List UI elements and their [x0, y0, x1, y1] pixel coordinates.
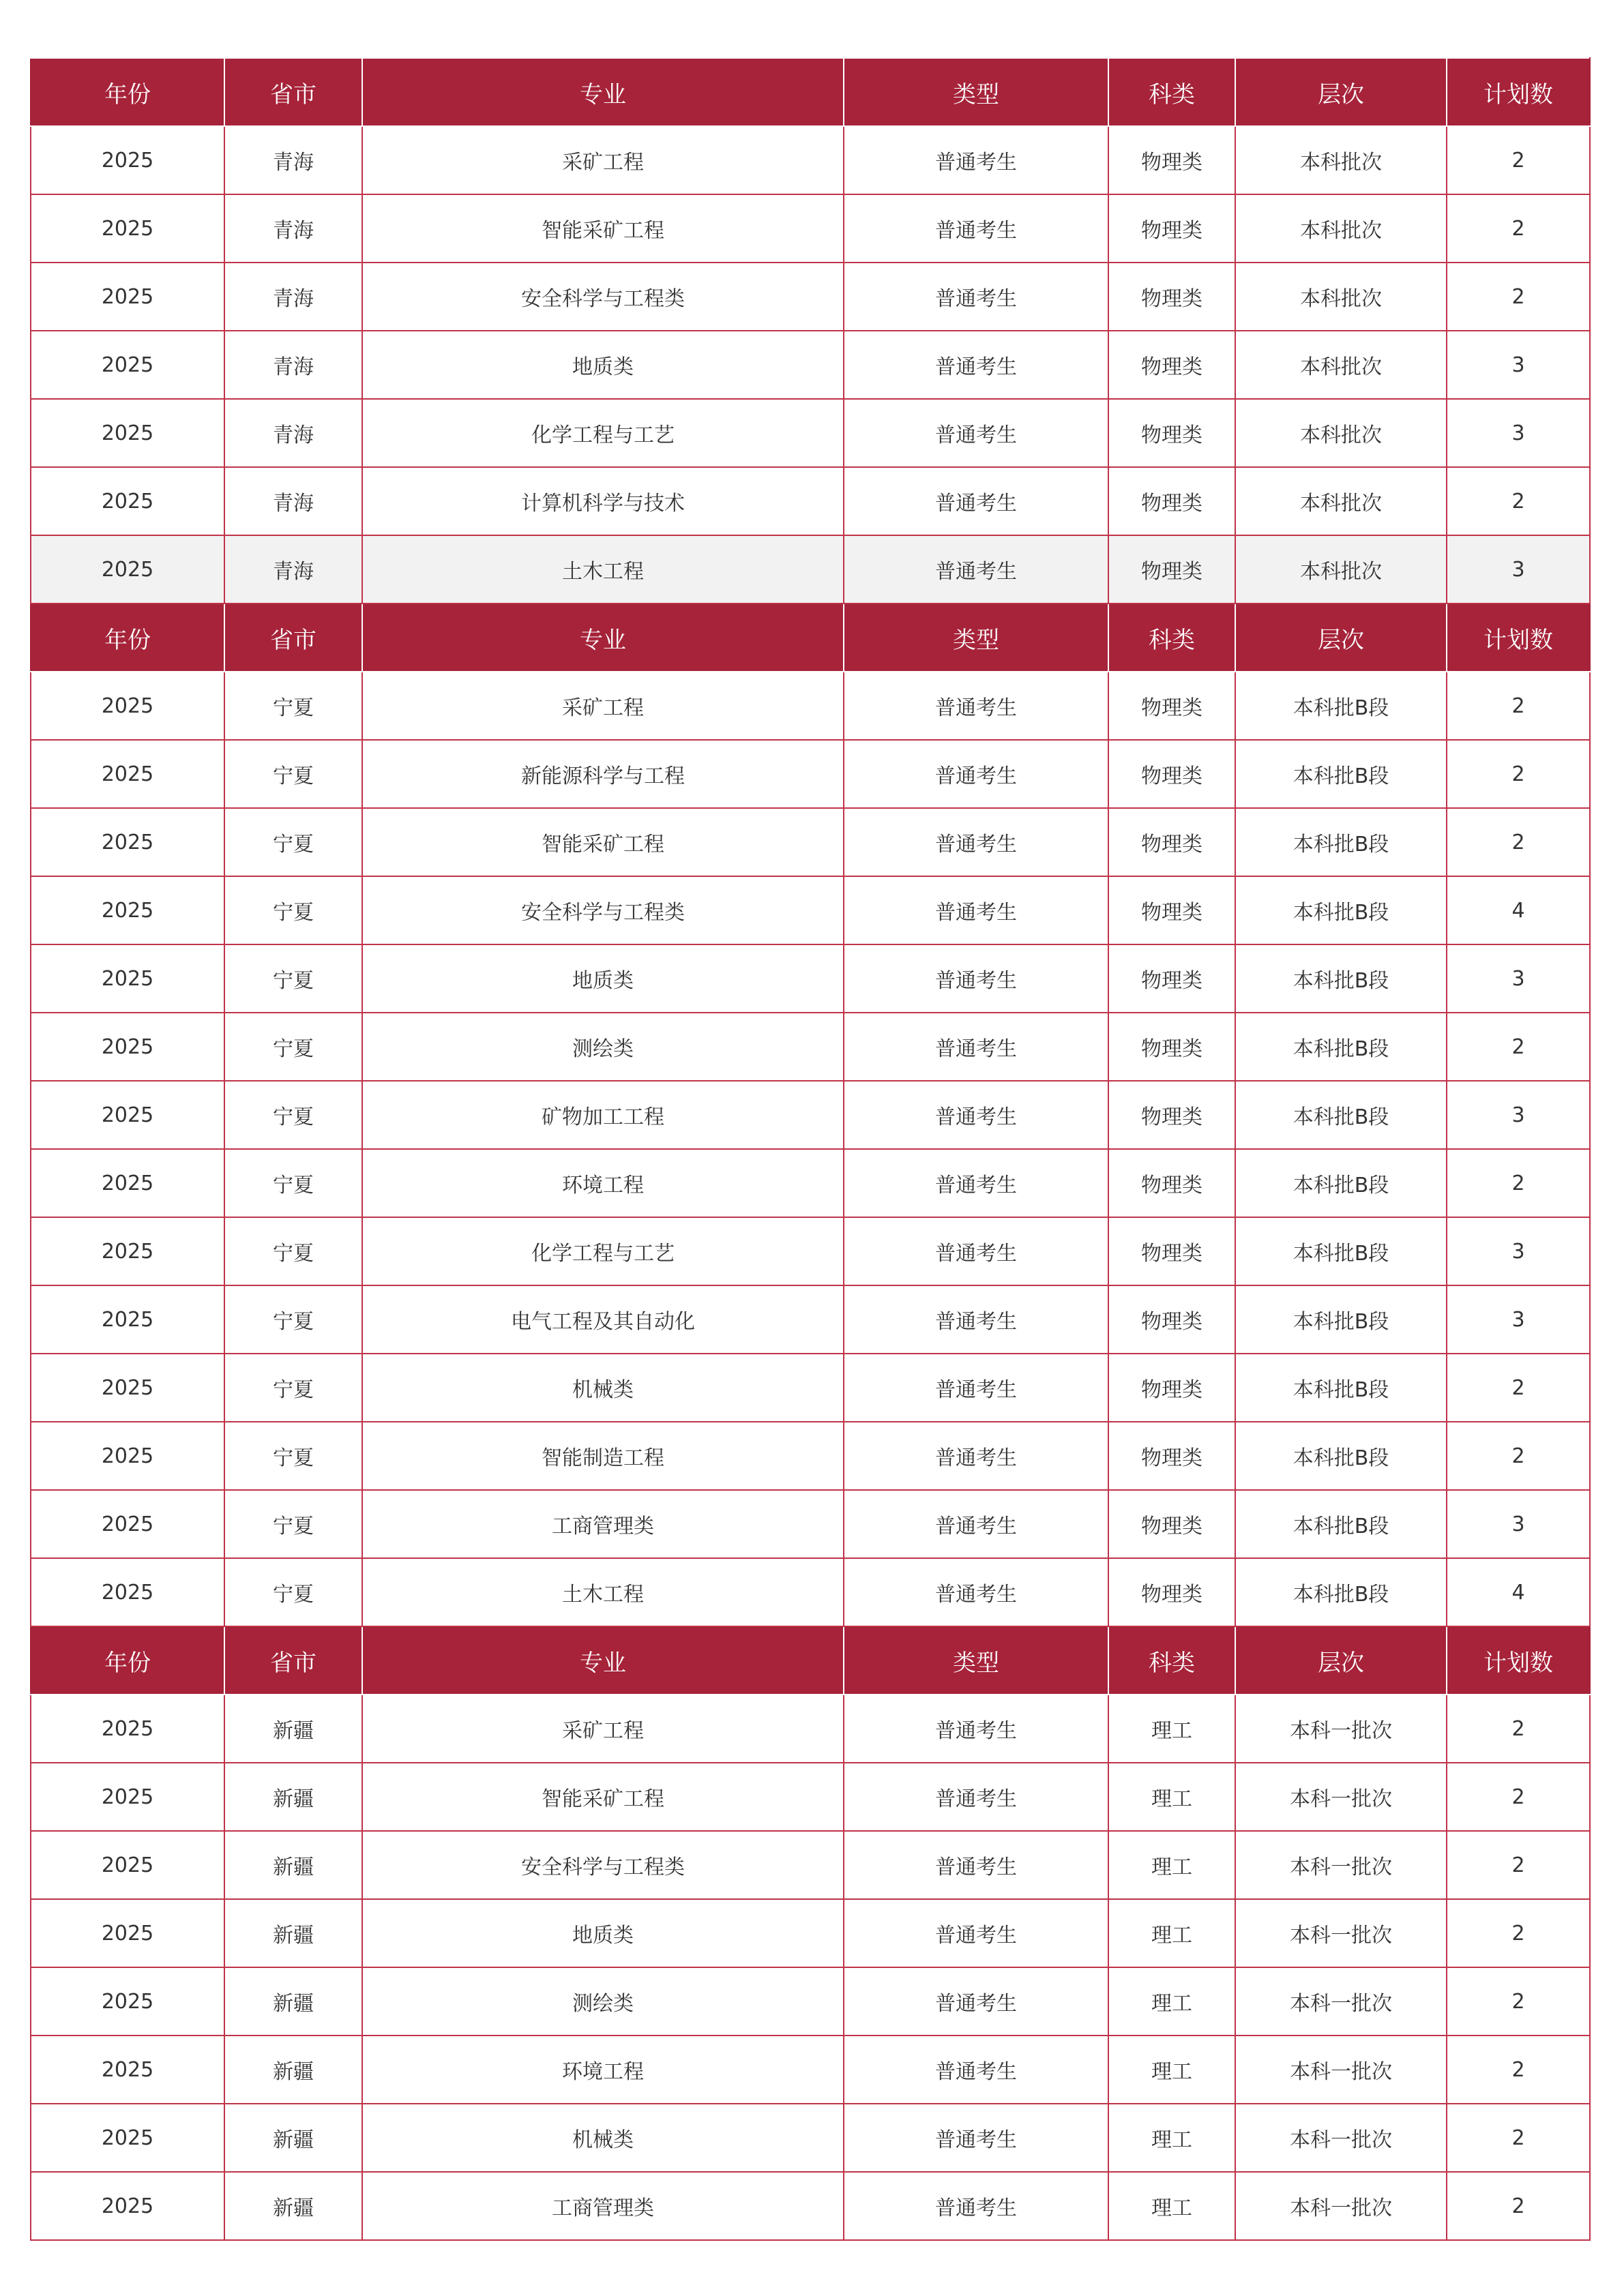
cell-subject: 物理类 — [1108, 126, 1235, 194]
cell-type: 普通考生 — [844, 1967, 1108, 2036]
table-row — [31, 535, 1590, 603]
cell-subject: 理工 — [1108, 2104, 1235, 2172]
cell-plan-count: 2 — [1447, 194, 1590, 263]
cell-level: 本科批次 — [1235, 535, 1447, 603]
cell-plan-count: 2 — [1447, 1831, 1590, 1899]
cell-year: 2025 — [31, 1967, 224, 2036]
cell-plan-count: 2 — [1447, 126, 1590, 194]
cell-year: 2025 — [31, 2172, 224, 2240]
column-header-subject: 科类 — [1108, 1626, 1235, 1695]
cell-level: 本科批B段 — [1235, 1490, 1447, 1558]
cell-major: 测绘类 — [362, 1967, 844, 2036]
cell-level: 本科批B段 — [1235, 1354, 1447, 1422]
cell-subject: 物理类 — [1108, 1354, 1235, 1422]
cell-level: 本科一批次 — [1235, 2104, 1447, 2172]
cell-subject: 物理类 — [1108, 672, 1235, 740]
cell-province: 宁夏 — [224, 672, 362, 740]
cell-subject: 物理类 — [1108, 263, 1235, 331]
cell-year: 2025 — [31, 2036, 224, 2104]
cell-subject: 理工 — [1108, 1899, 1235, 1967]
cell-province: 新疆 — [224, 1831, 362, 1899]
cell-year: 2025 — [31, 467, 224, 535]
cell-province: 宁夏 — [224, 1081, 362, 1149]
cell-type: 普通考生 — [844, 876, 1108, 944]
cell-province: 宁夏 — [224, 876, 362, 944]
cell-level: 本科批次 — [1235, 194, 1447, 263]
cell-subject: 物理类 — [1108, 331, 1235, 399]
cell-plan-count: 2 — [1447, 2172, 1590, 2240]
column-header-province: 省市 — [224, 58, 362, 126]
cell-province: 青海 — [224, 399, 362, 467]
table-row — [31, 672, 1590, 740]
cell-plan-count: 2 — [1447, 1763, 1590, 1831]
cell-level: 本科批B段 — [1235, 1558, 1447, 1626]
cell-subject: 物理类 — [1108, 1217, 1235, 1285]
cell-level: 本科批次 — [1235, 399, 1447, 467]
table-row — [31, 876, 1590, 944]
cell-type: 普通考生 — [844, 1899, 1108, 1967]
cell-year: 2025 — [31, 194, 224, 263]
column-header-level: 层次 — [1235, 603, 1447, 672]
cell-year: 2025 — [31, 535, 224, 603]
column-header-type: 类型 — [844, 603, 1108, 672]
cell-level: 本科一批次 — [1235, 2036, 1447, 2104]
table-row — [31, 1831, 1590, 1899]
cell-type: 普通考生 — [844, 944, 1108, 1013]
cell-subject: 理工 — [1108, 1831, 1235, 1899]
cell-subject: 物理类 — [1108, 944, 1235, 1013]
cell-year: 2025 — [31, 876, 224, 944]
column-header-subject: 科类 — [1108, 58, 1235, 126]
cell-major: 土木工程 — [362, 535, 844, 603]
cell-major: 安全科学与工程类 — [362, 263, 844, 331]
cell-level: 本科一批次 — [1235, 2172, 1447, 2240]
table-row — [31, 1149, 1590, 1217]
cell-year: 2025 — [31, 1831, 224, 1899]
cell-subject: 物理类 — [1108, 399, 1235, 467]
cell-plan-count: 2 — [1447, 1149, 1590, 1217]
cell-plan-count: 2 — [1447, 1695, 1590, 1763]
cell-plan-count: 2 — [1447, 467, 1590, 535]
cell-major: 环境工程 — [362, 2036, 844, 2104]
cell-subject: 物理类 — [1108, 194, 1235, 263]
cell-subject: 物理类 — [1108, 1149, 1235, 1217]
cell-major: 地质类 — [362, 1899, 844, 1967]
cell-major: 智能制造工程 — [362, 1422, 844, 1490]
cell-subject: 物理类 — [1108, 1490, 1235, 1558]
cell-year: 2025 — [31, 331, 224, 399]
column-header-plan-count: 计划数 — [1447, 603, 1590, 672]
cell-province: 新疆 — [224, 2172, 362, 2240]
table-row — [31, 331, 1590, 399]
column-header-subject: 科类 — [1108, 603, 1235, 672]
cell-major: 智能采矿工程 — [362, 808, 844, 876]
cell-year: 2025 — [31, 740, 224, 808]
cell-province: 青海 — [224, 126, 362, 194]
table-row — [31, 1354, 1590, 1422]
cell-type: 普通考生 — [844, 1354, 1108, 1422]
table-row — [31, 399, 1590, 467]
cell-year: 2025 — [31, 944, 224, 1013]
cell-subject: 物理类 — [1108, 535, 1235, 603]
cell-major: 安全科学与工程类 — [362, 876, 844, 944]
cell-type: 普通考生 — [844, 1831, 1108, 1899]
cell-level: 本科批次 — [1235, 467, 1447, 535]
cell-year: 2025 — [31, 1899, 224, 1967]
column-header-major: 专业 — [362, 1626, 844, 1695]
cell-year: 2025 — [31, 1695, 224, 1763]
cell-province: 宁夏 — [224, 740, 362, 808]
cell-type: 普通考生 — [844, 1422, 1108, 1490]
cell-plan-count: 3 — [1447, 1081, 1590, 1149]
cell-type: 普通考生 — [844, 1695, 1108, 1763]
cell-level: 本科批次 — [1235, 126, 1447, 194]
cell-type: 普通考生 — [844, 126, 1108, 194]
cell-type: 普通考生 — [844, 194, 1108, 263]
table-row — [31, 2172, 1590, 2240]
cell-subject: 理工 — [1108, 1763, 1235, 1831]
cell-level: 本科批B段 — [1235, 876, 1447, 944]
cell-type: 普通考生 — [844, 1013, 1108, 1081]
cell-major: 化学工程与工艺 — [362, 1217, 844, 1285]
table-row — [31, 1558, 1590, 1626]
cell-major: 安全科学与工程类 — [362, 1831, 844, 1899]
cell-province: 宁夏 — [224, 944, 362, 1013]
column-header-year: 年份 — [31, 58, 224, 126]
column-header-year: 年份 — [31, 603, 224, 672]
cell-type: 普通考生 — [844, 535, 1108, 603]
table-row — [31, 1899, 1590, 1967]
cell-major: 土木工程 — [362, 1558, 844, 1626]
cell-plan-count: 3 — [1447, 331, 1590, 399]
cell-subject: 物理类 — [1108, 1558, 1235, 1626]
table-row — [31, 1285, 1590, 1354]
cell-plan-count: 3 — [1447, 1490, 1590, 1558]
table-row — [31, 1695, 1590, 1763]
cell-level: 本科批B段 — [1235, 944, 1447, 1013]
cell-type: 普通考生 — [844, 1217, 1108, 1285]
table-row — [31, 1967, 1590, 2036]
cell-year: 2025 — [31, 1422, 224, 1490]
cell-level: 本科批B段 — [1235, 1149, 1447, 1217]
cell-type: 普通考生 — [844, 1490, 1108, 1558]
column-header-level: 层次 — [1235, 1626, 1447, 1695]
cell-year: 2025 — [31, 1285, 224, 1354]
cell-subject: 理工 — [1108, 1967, 1235, 2036]
cell-subject: 物理类 — [1108, 740, 1235, 808]
cell-subject: 物理类 — [1108, 1422, 1235, 1490]
cell-year: 2025 — [31, 1763, 224, 1831]
cell-major: 智能采矿工程 — [362, 1763, 844, 1831]
cell-year: 2025 — [31, 2104, 224, 2172]
cell-province: 宁夏 — [224, 1490, 362, 1558]
cell-level: 本科批B段 — [1235, 1217, 1447, 1285]
cell-plan-count: 2 — [1447, 808, 1590, 876]
cell-subject: 物理类 — [1108, 876, 1235, 944]
cell-subject: 理工 — [1108, 2036, 1235, 2104]
column-header-type: 类型 — [844, 1626, 1108, 1695]
cell-province: 宁夏 — [224, 808, 362, 876]
header-row — [31, 1626, 1590, 1695]
cell-province: 青海 — [224, 194, 362, 263]
cell-type: 普通考生 — [844, 2104, 1108, 2172]
cell-year: 2025 — [31, 808, 224, 876]
cell-province: 新疆 — [224, 2036, 362, 2104]
cell-major: 机械类 — [362, 2104, 844, 2172]
cell-subject: 物理类 — [1108, 467, 1235, 535]
table-row — [31, 1081, 1590, 1149]
table-row — [31, 1490, 1590, 1558]
cell-year: 2025 — [31, 1217, 224, 1285]
cell-major: 环境工程 — [362, 1149, 844, 1217]
cell-major: 采矿工程 — [362, 1695, 844, 1763]
cell-plan-count: 2 — [1447, 1967, 1590, 2036]
cell-type: 普通考生 — [844, 1149, 1108, 1217]
column-header-level: 层次 — [1235, 58, 1447, 126]
cell-level: 本科一批次 — [1235, 1899, 1447, 1967]
column-header-plan-count: 计划数 — [1447, 58, 1590, 126]
cell-year: 2025 — [31, 1558, 224, 1626]
cell-province: 青海 — [224, 263, 362, 331]
table-row — [31, 194, 1590, 263]
cell-province: 新疆 — [224, 2104, 362, 2172]
cell-year: 2025 — [31, 1490, 224, 1558]
table-body — [31, 58, 1590, 2240]
cell-plan-count: 4 — [1447, 1558, 1590, 1626]
table-row — [31, 467, 1590, 535]
cell-type: 普通考生 — [844, 1285, 1108, 1354]
cell-plan-count: 3 — [1447, 535, 1590, 603]
column-header-type: 类型 — [844, 58, 1108, 126]
cell-plan-count: 3 — [1447, 944, 1590, 1013]
cell-type: 普通考生 — [844, 672, 1108, 740]
cell-type: 普通考生 — [844, 331, 1108, 399]
cell-year: 2025 — [31, 672, 224, 740]
cell-level: 本科批B段 — [1235, 1285, 1447, 1354]
cell-year: 2025 — [31, 399, 224, 467]
cell-type: 普通考生 — [844, 399, 1108, 467]
cell-major: 测绘类 — [362, 1013, 844, 1081]
cell-level: 本科批B段 — [1235, 1081, 1447, 1149]
cell-subject: 理工 — [1108, 1695, 1235, 1763]
cell-plan-count: 2 — [1447, 1899, 1590, 1967]
cell-level: 本科批B段 — [1235, 672, 1447, 740]
cell-major: 计算机科学与技术 — [362, 467, 844, 535]
cell-major: 化学工程与工艺 — [362, 399, 844, 467]
cell-year: 2025 — [31, 126, 224, 194]
cell-plan-count: 4 — [1447, 876, 1590, 944]
column-header-major: 专业 — [362, 603, 844, 672]
cell-major: 电气工程及其自动化 — [362, 1285, 844, 1354]
cell-major: 新能源科学与工程 — [362, 740, 844, 808]
cell-year: 2025 — [31, 1354, 224, 1422]
cell-plan-count: 2 — [1447, 672, 1590, 740]
cell-province: 宁夏 — [224, 1285, 362, 1354]
cell-major: 地质类 — [362, 944, 844, 1013]
table-row — [31, 2036, 1590, 2104]
table-row — [31, 263, 1590, 331]
header-row — [31, 603, 1590, 672]
column-header-province: 省市 — [224, 1626, 362, 1695]
cell-year: 2025 — [31, 263, 224, 331]
cell-plan-count: 2 — [1447, 1354, 1590, 1422]
cell-province: 宁夏 — [224, 1354, 362, 1422]
column-header-province: 省市 — [224, 603, 362, 672]
table-row — [31, 1013, 1590, 1081]
header-row — [31, 58, 1590, 126]
cell-plan-count: 3 — [1447, 1285, 1590, 1354]
cell-province: 新疆 — [224, 1899, 362, 1967]
cell-subject: 物理类 — [1108, 1285, 1235, 1354]
table-row — [31, 126, 1590, 194]
cell-type: 普通考生 — [844, 1081, 1108, 1149]
cell-province: 宁夏 — [224, 1013, 362, 1081]
cell-major: 矿物加工工程 — [362, 1081, 844, 1149]
column-header-year: 年份 — [31, 1626, 224, 1695]
cell-major: 工商管理类 — [362, 2172, 844, 2240]
cell-level: 本科批B段 — [1235, 740, 1447, 808]
cell-plan-count: 2 — [1447, 740, 1590, 808]
cell-type: 普通考生 — [844, 1763, 1108, 1831]
cell-major: 机械类 — [362, 1354, 844, 1422]
table-row — [31, 944, 1590, 1013]
table-row — [31, 2104, 1590, 2172]
cell-province: 宁夏 — [224, 1558, 362, 1626]
cell-major: 采矿工程 — [362, 126, 844, 194]
cell-plan-count: 3 — [1447, 399, 1590, 467]
cell-major: 智能采矿工程 — [362, 194, 844, 263]
cell-type: 普通考生 — [844, 263, 1108, 331]
cell-province: 青海 — [224, 467, 362, 535]
cell-province: 新疆 — [224, 1967, 362, 2036]
cell-level: 本科批次 — [1235, 263, 1447, 331]
table-row — [31, 808, 1590, 876]
cell-type: 普通考生 — [844, 467, 1108, 535]
cell-year: 2025 — [31, 1149, 224, 1217]
cell-province: 宁夏 — [224, 1217, 362, 1285]
cell-level: 本科一批次 — [1235, 1695, 1447, 1763]
cell-type: 普通考生 — [844, 1558, 1108, 1626]
cell-subject: 物理类 — [1108, 1013, 1235, 1081]
cell-type: 普通考生 — [844, 2036, 1108, 2104]
cell-plan-count: 2 — [1447, 263, 1590, 331]
cell-plan-count: 3 — [1447, 1217, 1590, 1285]
cell-province: 新疆 — [224, 1695, 362, 1763]
column-header-major: 专业 — [362, 58, 844, 126]
cell-level: 本科批B段 — [1235, 808, 1447, 876]
cell-major: 工商管理类 — [362, 1490, 844, 1558]
cell-level: 本科一批次 — [1235, 1763, 1447, 1831]
cell-province: 宁夏 — [224, 1149, 362, 1217]
cell-type: 普通考生 — [844, 808, 1108, 876]
cell-plan-count: 2 — [1447, 2036, 1590, 2104]
cell-level: 本科批B段 — [1235, 1013, 1447, 1081]
cell-subject: 物理类 — [1108, 1081, 1235, 1149]
cell-province: 宁夏 — [224, 1422, 362, 1490]
cell-plan-count: 2 — [1447, 1013, 1590, 1081]
table-row — [31, 1763, 1590, 1831]
cell-major: 采矿工程 — [362, 672, 844, 740]
cell-subject: 理工 — [1108, 2172, 1235, 2240]
cell-plan-count: 2 — [1447, 2104, 1590, 2172]
cell-province: 新疆 — [224, 1763, 362, 1831]
cell-type: 普通考生 — [844, 740, 1108, 808]
table-row — [31, 740, 1590, 808]
cell-level: 本科一批次 — [1235, 1967, 1447, 2036]
cell-major: 地质类 — [362, 331, 844, 399]
cell-type: 普通考生 — [844, 2172, 1108, 2240]
cell-plan-count: 2 — [1447, 1422, 1590, 1490]
enrollment-plan-table — [30, 57, 1591, 2241]
cell-province: 青海 — [224, 535, 362, 603]
cell-province: 青海 — [224, 331, 362, 399]
cell-level: 本科批B段 — [1235, 1422, 1447, 1490]
table-row — [31, 1217, 1590, 1285]
table-row — [31, 1422, 1590, 1490]
cell-level: 本科批次 — [1235, 331, 1447, 399]
cell-subject: 物理类 — [1108, 808, 1235, 876]
cell-year: 2025 — [31, 1081, 224, 1149]
column-header-plan-count: 计划数 — [1447, 1626, 1590, 1695]
cell-level: 本科一批次 — [1235, 1831, 1447, 1899]
cell-year: 2025 — [31, 1013, 224, 1081]
